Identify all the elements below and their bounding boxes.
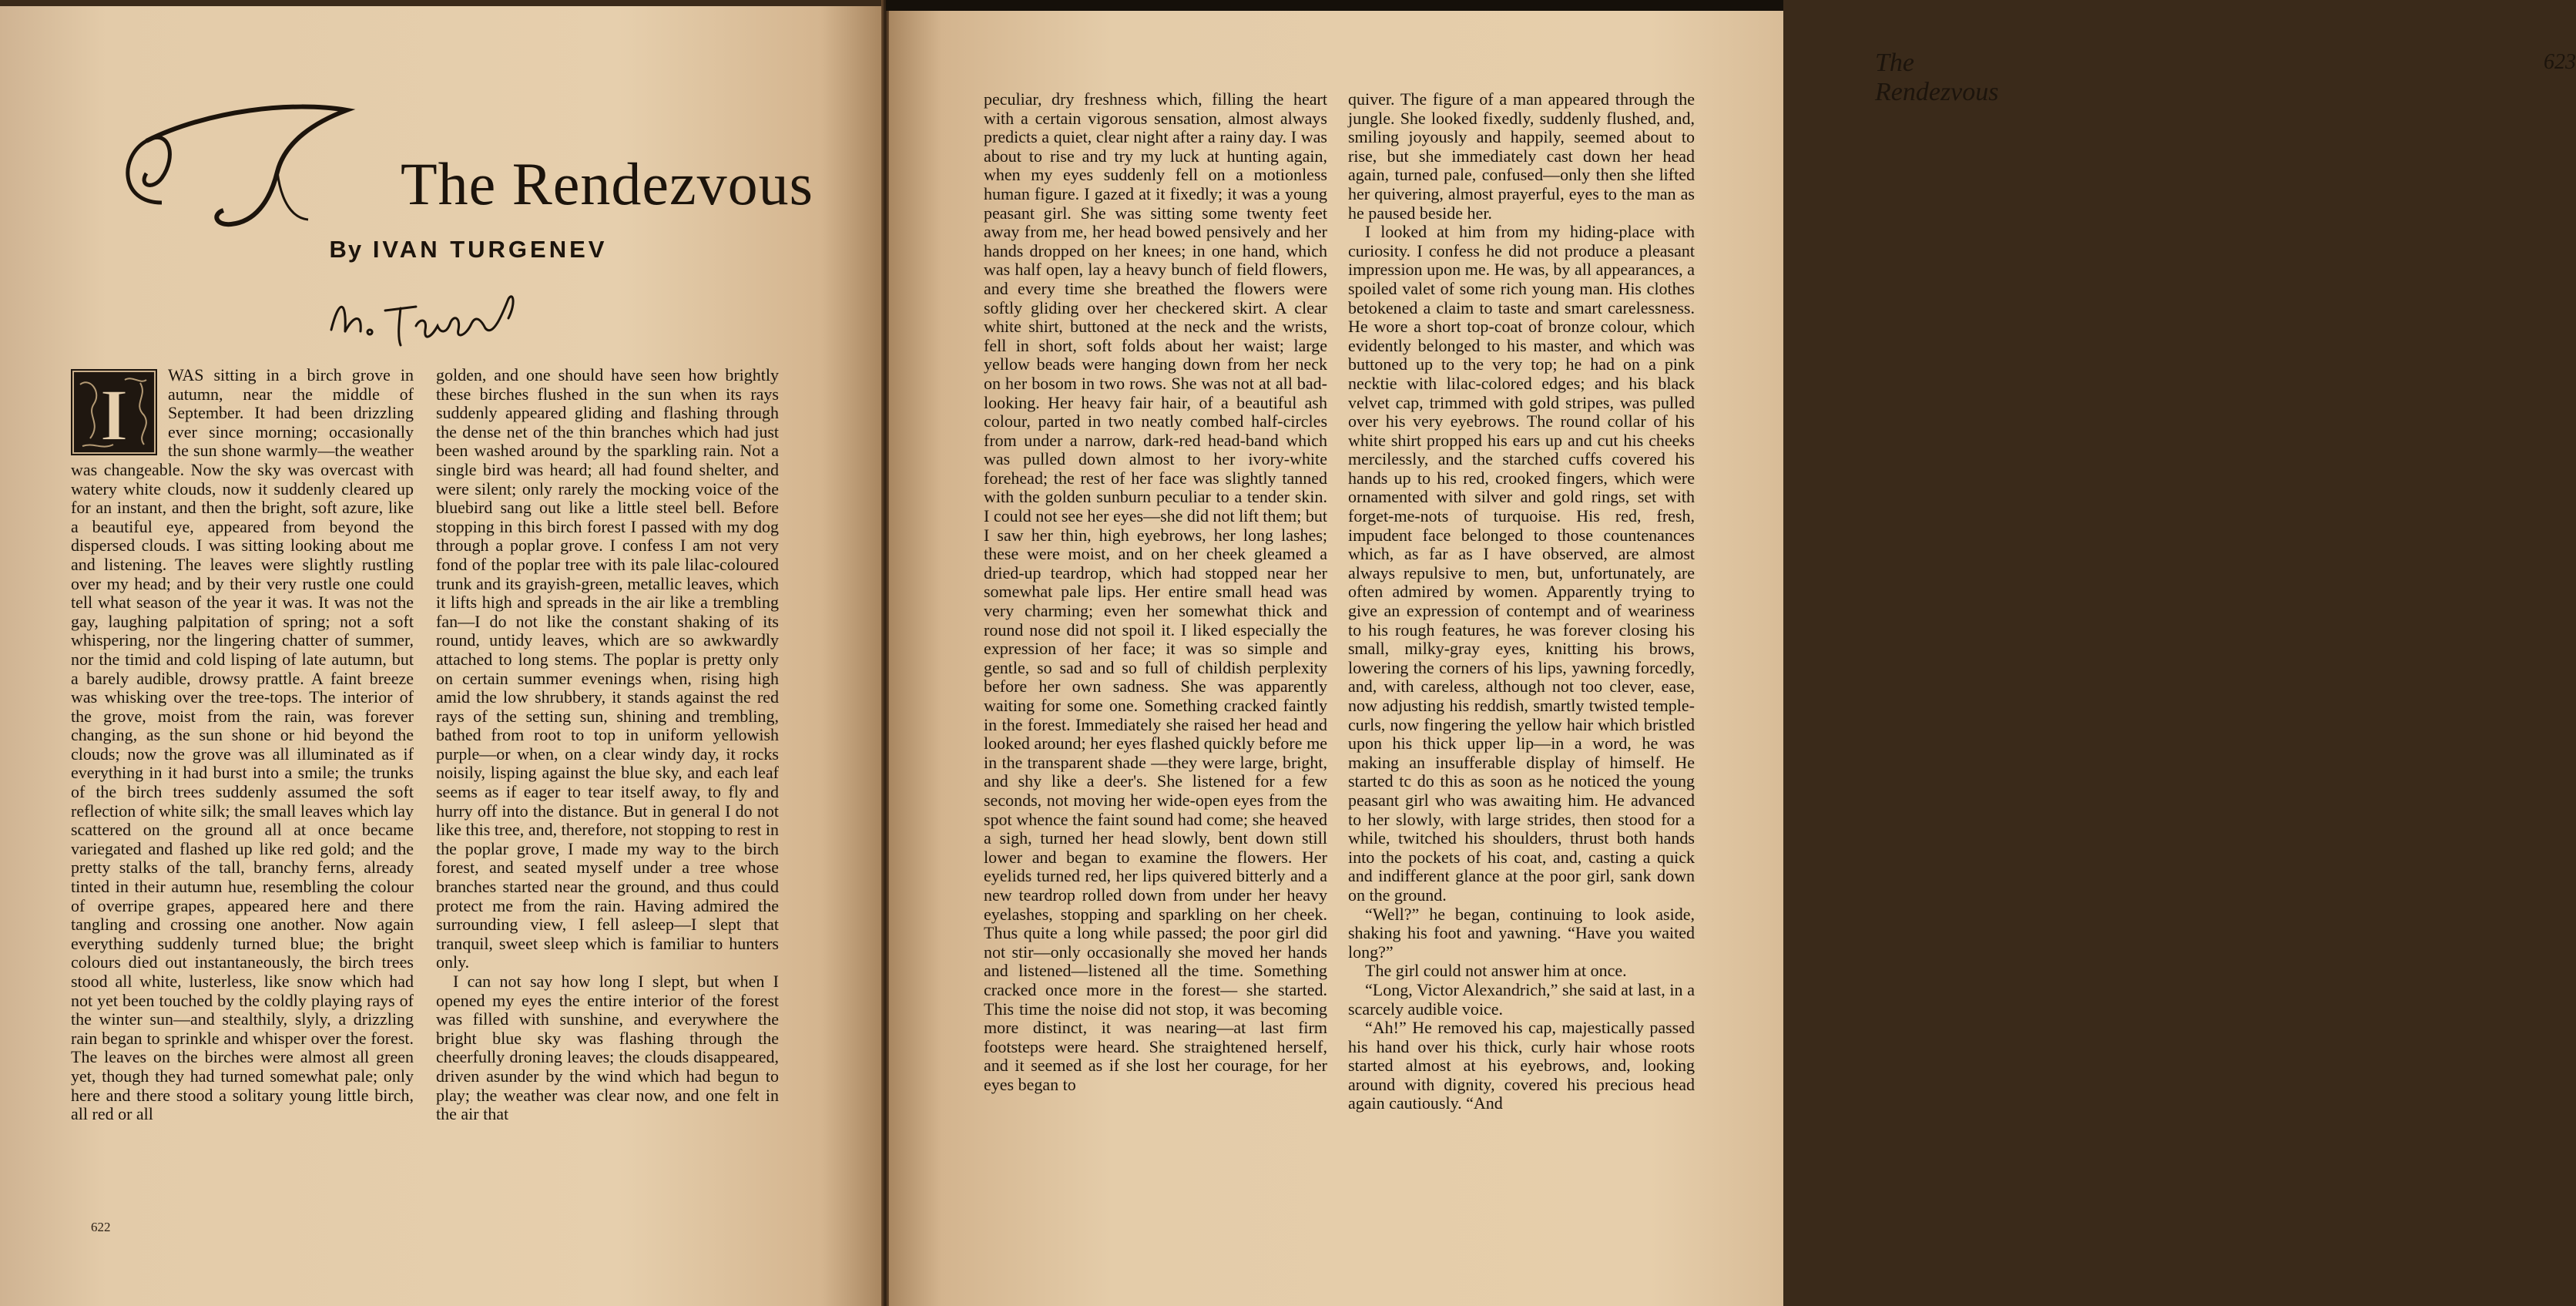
byline (0, 236, 883, 264)
author-name: IVAN TURGENEV (372, 236, 608, 263)
drop-cap (71, 369, 157, 455)
paragraph: quiver. The figure of a man appeared through the jungle. She looked fixedly, suddenly flushed, and, smiling joyously and happily, seemed about to rise, but she immediately cast down her head again, turned pale, confused—only then she lifted her quivering, almost prayerful, eyes to the man as he paused beside her. (1348, 89, 1695, 223)
text-column-3 (984, 90, 1327, 1094)
title-flourish-t (116, 87, 362, 230)
running-head: The Rendezvous (1875, 49, 1999, 106)
paragraph: “Well?” he began, continuing to look aside, shaking his foot and yawning. “Have you waited long?” (1348, 904, 1695, 962)
text-column-4 (1348, 90, 1695, 1113)
article-title: The Rendezvous (401, 150, 814, 217)
paragraph: WAS sitting in a birch grove in autumn, near the middle of September. It had been drizzling ever since morning; occasionally the sun shone warmly—the weather was changeable. Now the sky was overcast with watery white clouds, now it suddenly cleared up for an instant, and then the bright, soft azure, like a beautiful eye, appeared from beyond the dispersed clouds. I was sitting looking about me and listening. The leaves were slightly rustling over my head; and by their very rustle one could tell what season of the year it was. It was not the gay, laughing palpitation of spring; not a soft whispering, nor the lingering chatter of summer, nor the timid and cold lisping of late autumn, but a barely audible, drowsy prattle. A faint breeze was whisking over the tree-tops. The interior of the grove, moist from the rain, was forever changing, as the sun shone or hid beyond the clouds; now the grove was all illuminated as if everything in it had burst into a smile; the trunks of the birch trees suddenly assumed the soft reflection of white silk; the small leaves which lay scattered on the ground all at once became variegated and flashed up like red gold; and the pretty stalks of the tall, branchy ferns, already tinted in their autumn hue, resembling the colour of overripe grapes, appeared here and there tangling and crossing one another. Now again everything suddenly turned blue; the bright colours died out instantaneously, the birch trees stood all white, lusterless, like snow which had not yet been touched by the coldly playing rays of the winter sun—and stealthily, slyly, a drizzling rain began to sprinkle and whisper over the forest. The leaves on the birches were almost all green yet, though they had turned somewhat pale; only here and there stood a solitary young little birch, all red or all (71, 365, 414, 1124)
text-column-1 (71, 366, 414, 1124)
paragraph: “Long, Victor Alexandrich,” she said at last, in a scarcely audible voice. (1348, 979, 1695, 1019)
byline-prefix: By (329, 236, 364, 263)
paragraph: I can not say how long I slept, but when I opened my eyes the entire interior of the forest was filled with sunshine, and everywhere the bright blue sky was flashing through the cheerfully droning leaves; the clouds disappeared, driven asunder by the wind which had begun to play; the weather was clear now, and one felt in the air that (436, 972, 779, 1124)
paragraph: peculiar, dry freshness which, filling the heart with a certain vigorous sensation, almost always predicts a quiet, clear night after a rainy day. I was about to rise and try my luck at hunting again, when my eyes suddenly fell on a motionless human figure. I gazed at it fixedly; it was a young peasant girl. She was sitting some twenty feet away from me, her head bowed pensively and her hands dropped on her knees; in one hand, which was half open, lay a heavy bunch of field flowers, and every time she breathed the flowers were softly gliding over her checkered skirt. A clear white shirt, buttoned at the neck and the wrists, fell in short, soft folds about her waist; large yellow beads were hanging down from her neck on her bosom in two rows. She was not at all bad-looking. Her heavy fair hair, of a beautiful ash colour, parted in two neatly combed half-circles from under a narrow, dark-red head-band which was pulled down almost to her ivory-white forehead; the rest of her face was slightly tanned with the golden sunburn peculiar to a tender skin. I could not see her eyes—she did not lift them; but I saw her thin, high eyebrows, her long lashes; these were moist, and on her cheek gleamed a dried-up teardrop, which had stopped near her somewhat pale lips. Her entire small head was very charming; even her somewhat thick and round nose did not spoil it. I liked especially the expression of her face; it was so simple and gentle, so sad and so full of childish perplexity before her own sadness. She was apparently waiting for some one. Something cracked faintly in the forest. Immediately she raised her head and looked around; her eyes flashed quickly before me in the transparent shade —they were large, bright, and shy like a deer's. She listened for a few seconds, not moving her wide-open eyes from the spot whence the faint sound had come; she heaved a sigh, turned her head slowly, bent down still lower and began to examine the flowers. Her eyelids turned red, her lips quivered bitterly and a new teardrop rolled down from under her heavy eyelashes, stopping and sparkling on her cheek. Thus quite a long while passed; the poor girl did not stir—only occasionally she moved her hands and listened—listened all the time. Something cracked once more in the forest— she started. This time the noise did not stop, it was becoming more distinct, it was nearing—at last firm footsteps were heard. She straightened herself, and it seemed as if she lost her courage, for her eyes began to (984, 89, 1328, 1094)
paragraph: golden, and one should have seen how brightly these birches flushed in the sun when its rays suddenly appeared gliding and flashing through the dense net of the thin branches which had just been washed around by the sparkling rain. Not a single bird was heard; all had found shelter, and were silent; only rarely the mocking voice of the bluebird sang out like a little steel bell. Before stopping in this birch forest I passed with my dog through a poplar grove. I confess I am not very fond of the poplar tree with its pale lilac-coloured trunk and its grayish-green, metallic leaves, which it lifts high and spreads in the air like a trembling fan—I do not like the constant shaking of its round, untidy leaves, which are so awkwardly attached to long stems. The poplar is pretty only on certain summer evenings when, rising high amid the low shrubbery, it stands against the red rays of the setting sun, shining and trembling, bathed from root to top in uniform yellowish purple—or when, on a clear windy day, it rocks noisily, lisping against the blue sky, and each leaf seems as if eager to tear itself away, to fly and hurry off into the distance. But in general I do not like this tree, and, therefore, not stopping to rest in the poplar grove, I made my way to the birch forest, and seated myself under a tree whose branches started near the ground, and thus could protect me from the rain. Having admired the surrounding view, I fell asleep—I slept that tranquil, sweet sleep which is familiar to hunters only. (436, 365, 779, 972)
page-number-left: 622 (91, 1220, 111, 1234)
paragraph: “Ah!” He removed his cap, majestically passed his hand over his thick, curly hair whose roots started almost at his eyebrows, and, looking around with dignity, covered his precious head again cautiously. “And (1348, 1018, 1695, 1113)
paragraph: The girl could not answer him at once. (1365, 961, 1627, 981)
left-page (0, 6, 883, 1306)
page-number-right: 623 (2544, 50, 2576, 74)
top-edge-shadow (886, 0, 1783, 11)
text-column-2 (436, 366, 779, 1124)
book-gutter (881, 0, 889, 1306)
author-signature (324, 284, 524, 353)
paragraph: I looked at him from my hiding-place with curiosity. I confess he did not produce a pleasant impression upon me. He was, by all appearances, a spoiled valet of some rich young man. His clothes betokened a claim to taste and smart carelessness. He wore a short top-coat of bronze colour, which evidently belonged to his master, and which was buttoned up to the very top; he had on a pink necktie with lilac-colored edges; and his black velvet cap, trimmed with gold stripes, was pulled over his very eyebrows. The round collar of his white shirt propped his ears up and cut his cheeks mercilessly, and the starched cuffs covered his hands up to his red, crooked fingers, which were ornamented with silver and gold rings, set with forget-me-nots of turquoise. His red, fresh, impudent face belonged to those countenances which, as far as I have observed, are almost always repulsive to men, but, unfortunately, are often admired by women. Apparently trying to give an expression of contempt and of weariness to his rough features, he was forever closing his small, milky-gray eyes, knitting his brows, lowering the corners of his lips, yawning forcedly, and, with careless, although not too clever, ease, now adjusting his reddish, smartly twisted temple-curls, now fingering the yellow hair which bristled upon his thick upper lip—in a word, he was making an insufferable display of himself. He started tc do this as soon as he noticed the young peasant girl who was awaiting him. He advanced to her slowly, with large strides, then stood for a while, twitched his shoulders, thrust both hands into the pockets of his coat, and, casting a quick and indifferent glance at the poor girl, sank down on the ground. (1348, 222, 1695, 905)
drop-cap-letter: I (99, 374, 129, 456)
